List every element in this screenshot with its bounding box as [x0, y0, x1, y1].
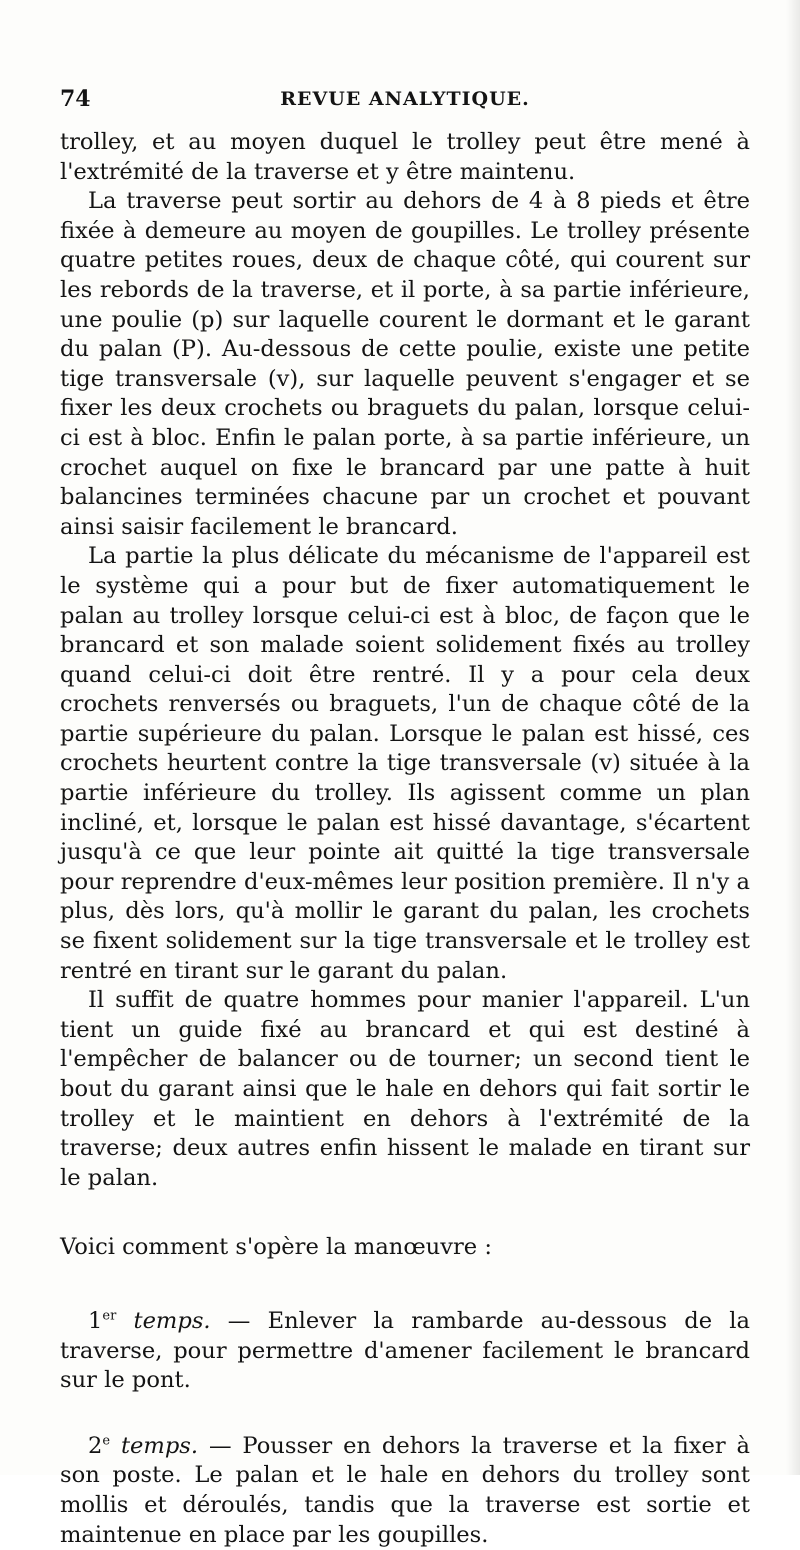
step-2: [60, 1432, 750, 1550]
step-1-suffix: er: [102, 1308, 117, 1324]
step-2-number: 2: [88, 1432, 103, 1459]
step-2-label: temps.: [120, 1432, 199, 1459]
step-1-label: temps.: [133, 1307, 211, 1334]
spacer: [60, 1396, 750, 1432]
paragraph-continuation: trolley, et au moyen duquel le trolley peut être mené à l'extrémité de la traverse et y être maintenu.: [60, 129, 750, 185]
step-2-suffix: e: [102, 1433, 111, 1449]
page-edge-shadow: [786, 0, 800, 1475]
page-header: [60, 86, 750, 116]
page-number: 74: [60, 86, 91, 112]
paragraph-crew: Il suffit de quatre hommes pour manier l'appareil. L'un tient un guide fixé au brancard et qui est destiné à l'empêcher de balancer ou de tourner; un second tient le bout du garant ainsi que le hale en dehors qui fait sortir le trolley et le maintient en dehors à l'extrémité de la traverse; deux autres enfin hissent le malade en tirant sur le palan.: [60, 987, 750, 1191]
step-1-text: — Enlever la rambarde au-dessous de la traverse, pour permettre d'amener facilement le brancard sur le pont.: [60, 1307, 750, 1394]
spacer: [60, 1263, 750, 1307]
step-1: [60, 1307, 750, 1396]
spacer: [60, 1193, 750, 1233]
paragraph-traverse: La traverse peut sortir au dehors de 4 à 8 pieds et être fixée à demeure au moyen de goupilles. Le trolley présente quatre petites roues, deux de chaque côté, qui courent sur les rebords de la traverse, et il porte, à sa partie inférieure, une poulie (p) sur laquelle courent le dormant et le garant du palan (P). Au-dessous de cette poulie, existe une petite tige transversale (v), sur laquelle peuvent s'engager et se fixer les deux crochets ou braguets du palan, lorsque celui-ci est à bloc. Enfin le palan porte, à sa partie inférieure, un crochet auquel on fixe le brancard par une patte à huit balancines terminées chacune par un crochet et pouvant ainsi saisir facilement le brancard.: [60, 188, 750, 540]
page-body: [60, 128, 750, 1550]
paragraph-mechanism: La partie la plus délicate du mécanisme de l'appareil est le système qui a pour but de fixer automatiquement le palan au trolley lorsque celui-ci est à bloc, de façon que le brancard et son malade soient solidement fixés au trolley quand celui-ci doit être rentré. Il y a pour cela deux crochets renversés ou braguets, l'un de chaque côté de la partie supérieure du palan. Lorsque le palan est hissé, ces crochets heurtent contre la tige transversale (v) située à la partie inférieure du trolley. Ils agissent comme un plan incliné, et, lorsque le palan est hissé davantage, s'écartent jusqu'à ce que leur pointe ait quitté la tige transversale pour reprendre d'eux-mêmes leur position première. Il n'y a plus, dès lors, qu'à mollir le garant du palan, les crochets se fixent solidement sur la tige transversale et le trolley est rentré en tirant sur le garant du palan.: [60, 543, 750, 984]
step-1-number: 1: [88, 1307, 103, 1334]
running-title: REVUE ANALYTIQUE.: [280, 88, 530, 110]
step-2-text: — Pousser en dehors la traverse et la fixer à son poste. Le palan et le hale en dehors du trolley sont mollis et déroulés, tandis que la traverse est sortie et maintenue en place par les goupilles.: [60, 1432, 750, 1548]
paragraph-maneuver-intro: Voici comment s'opère la manœuvre :: [60, 1234, 492, 1261]
